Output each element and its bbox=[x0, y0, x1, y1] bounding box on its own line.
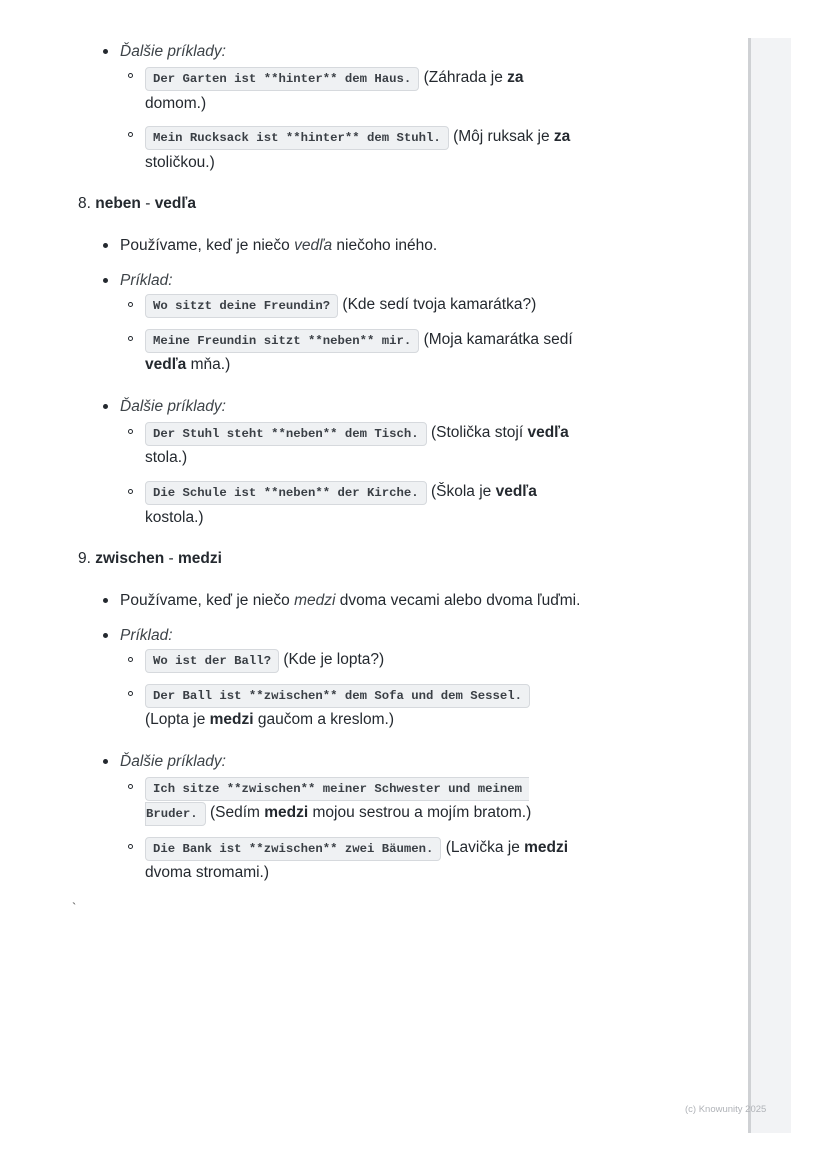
sub-bullet bbox=[128, 691, 133, 696]
example-row: Wo sitzt deine Freundin? (Kde sedí tvoja kamarátka?) bbox=[145, 293, 536, 318]
footer-copyright: (c) Knowunity 2025 bbox=[685, 1104, 767, 1115]
code-snippet: Die Bank ist **zwischen** zwei Bäumen. bbox=[145, 837, 441, 861]
bullet bbox=[103, 49, 108, 54]
example-row: Die Schule ist **neben** der Kirche. (Škola je vedľa bbox=[145, 480, 537, 505]
sub-bullet bbox=[128, 657, 133, 662]
translation-line: stola.) bbox=[145, 449, 188, 466]
more-examples-label: Ďalšie príklady: bbox=[120, 43, 226, 60]
example-row bbox=[145, 683, 530, 708]
example-label: Príklad: bbox=[120, 627, 173, 644]
translation-line: (Lopta je medzi gaučom a kreslom.) bbox=[145, 711, 394, 728]
code-snippet: Wo sitzt deine Freundin? bbox=[145, 294, 338, 318]
sub-bullet bbox=[128, 844, 133, 849]
more-examples-label: Ďalšie príklady: bbox=[120, 398, 226, 415]
bullet bbox=[103, 243, 108, 248]
translation-line: dvoma stromami.) bbox=[145, 864, 270, 881]
translation-line: vedľa mňa.) bbox=[145, 356, 231, 373]
usage-text: Používame, keď je niečo vedľa niečoho iného. bbox=[120, 237, 438, 254]
example-row: Wo ist der Ball? (Kde je lopta?) bbox=[145, 648, 384, 673]
bullet bbox=[103, 404, 108, 409]
sub-bullet bbox=[128, 336, 133, 341]
code-snippet: Bruder. bbox=[145, 802, 206, 826]
stray-backtick: ` bbox=[72, 900, 77, 915]
sub-bullet bbox=[128, 132, 133, 137]
bullet bbox=[103, 598, 108, 603]
bullet bbox=[103, 759, 108, 764]
code-snippet: Wo ist der Ball? bbox=[145, 649, 279, 673]
code-snippet: Der Garten ist **hinter** dem Haus. bbox=[145, 67, 419, 91]
usage-text: Používame, keď je niečo medzi dvoma vecami alebo dvoma ľuďmi. bbox=[120, 592, 581, 609]
bullet bbox=[103, 278, 108, 283]
sub-bullet bbox=[128, 73, 133, 78]
translation-line: stoličkou.) bbox=[145, 154, 215, 171]
translation-line: kostola.) bbox=[145, 509, 204, 526]
heading-zwischen: 9. zwischen - medzi bbox=[78, 550, 222, 567]
code-snippet: Meine Freundin sitzt **neben** mir. bbox=[145, 329, 419, 353]
sub-bullet bbox=[128, 784, 133, 789]
example-row bbox=[145, 776, 529, 801]
example-row: Mein Rucksack ist **hinter** dem Stuhl. (Môj ruksak je za bbox=[145, 125, 570, 150]
code-snippet: Der Ball ist **zwischen** dem Sofa und dem Sessel. bbox=[145, 684, 530, 708]
heading-neben: 8. neben - vedľa bbox=[78, 195, 196, 212]
code-snippet: Mein Rucksack ist **hinter** dem Stuhl. bbox=[145, 126, 449, 150]
translation-line: domom.) bbox=[145, 95, 207, 112]
code-snippet: Der Stuhl steht **neben** dem Tisch. bbox=[145, 422, 427, 446]
more-examples-label: Ďalšie príklady: bbox=[120, 753, 226, 770]
example-row: Der Stuhl steht **neben** dem Tisch. (Stolička stojí vedľa bbox=[145, 421, 569, 446]
code-snippet: Ich sitze **zwischen** meiner Schwester und meinem bbox=[145, 777, 529, 801]
example-row: Die Bank ist **zwischen** zwei Bäumen. (Lavička je medzi bbox=[145, 836, 568, 861]
code-snippet: Die Schule ist **neben** der Kirche. bbox=[145, 481, 427, 505]
example-label: Príklad: bbox=[120, 272, 173, 289]
example-row: Meine Freundin sitzt **neben** mir. (Moja kamarátka sedí bbox=[145, 328, 573, 353]
example-row-cont: Bruder. (Sedím medzi mojou sestrou a mojím bratom.) bbox=[145, 801, 531, 826]
example-row: Der Garten ist **hinter** dem Haus. (Záhrada je za bbox=[145, 66, 524, 91]
sub-bullet bbox=[128, 489, 133, 494]
page-side-panel bbox=[748, 38, 791, 1133]
bullet bbox=[103, 633, 108, 638]
sub-bullet bbox=[128, 429, 133, 434]
sub-bullet bbox=[128, 302, 133, 307]
